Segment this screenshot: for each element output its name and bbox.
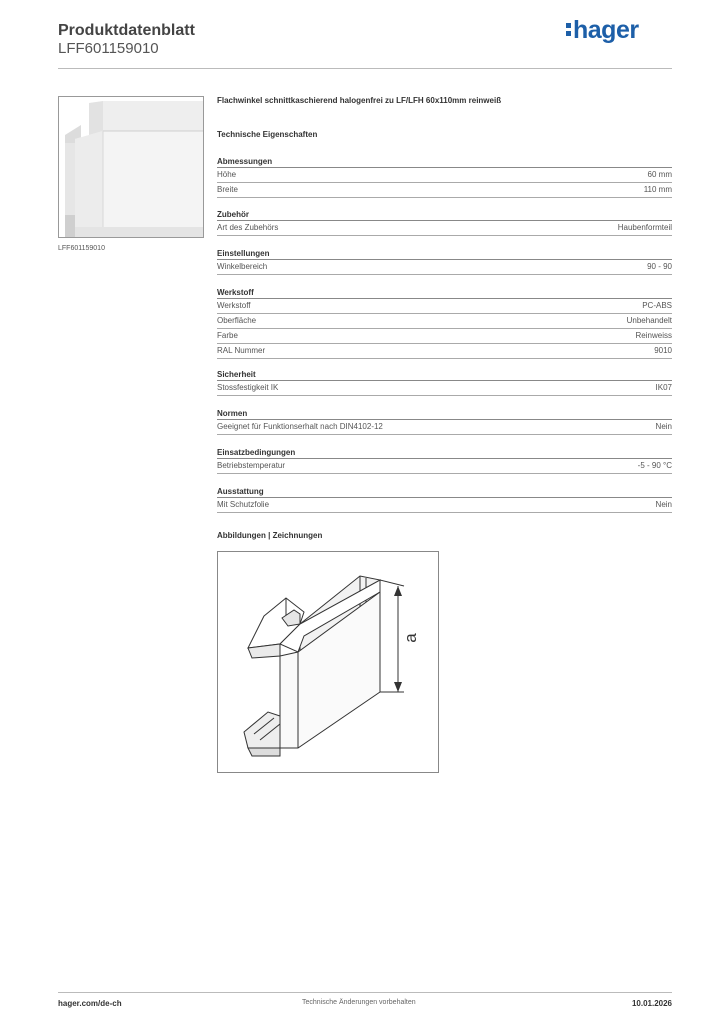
technical-drawing (217, 551, 439, 773)
brand-name: hager (573, 16, 639, 44)
spec-value: Reinweiss (635, 331, 672, 340)
spec-value: Haubenformteil (617, 223, 672, 232)
spec-label: Werkstoff (217, 301, 251, 310)
product-photo-image (59, 97, 203, 237)
footer-divider (58, 992, 672, 993)
product-description: Flachwinkel schnittkaschierend halogenfrei zu LF/LFH 60x110mm reinweiß (217, 96, 502, 105)
dimension-label: a (401, 633, 420, 643)
spec-value: PC-ABS (642, 301, 672, 310)
spec-section-normen (217, 407, 672, 435)
spec-row (217, 329, 672, 344)
spec-label: Stossfestigkeit IK (217, 383, 279, 392)
spec-value: IK07 (655, 383, 672, 392)
spec-row (217, 344, 672, 359)
section-title: Einstellungen (217, 247, 672, 260)
spec-row (217, 168, 672, 183)
spec-value: Nein (655, 500, 672, 509)
spec-label: Breite (217, 185, 238, 194)
section-title: Ausstattung (217, 485, 672, 498)
section-title: Zubehör (217, 208, 672, 221)
spec-value: Unbehandelt (626, 316, 672, 325)
spec-section-abmessungen (217, 155, 672, 198)
spec-value: 110 mm (643, 185, 672, 194)
spec-row (217, 381, 672, 396)
spec-label: Art des Zubehörs (217, 223, 279, 232)
spec-section-einstellungen (217, 247, 672, 275)
spec-label: Mit Schutzfolie (217, 500, 270, 509)
spec-label: Betriebstemperatur (217, 461, 286, 470)
page-title: Produktdatenblatt (58, 22, 195, 39)
hager-logo (566, 16, 639, 45)
footer-notice: Technische Änderungen vorbehalten (302, 999, 416, 1006)
spec-row (217, 420, 672, 435)
footer-website: hager.com/de-ch (58, 999, 122, 1008)
spec-section-ausstattung (217, 485, 672, 513)
section-title: Abmessungen (217, 155, 672, 168)
spec-value: 9010 (654, 346, 672, 355)
spec-label: Farbe (217, 331, 238, 340)
technical-drawing-image (218, 552, 438, 772)
spec-label: Winkelbereich (217, 262, 268, 271)
spec-value: Nein (655, 422, 672, 431)
section-title: Normen (217, 407, 672, 420)
spec-label: Höhe (217, 170, 237, 179)
photo-caption: LFF601159010 (58, 245, 105, 252)
article-number: LFF601159010 (58, 40, 159, 57)
spec-section-zubehoer (217, 208, 672, 236)
header-divider (58, 68, 672, 69)
spec-row (217, 183, 672, 198)
section-title: Sicherheit (217, 368, 672, 381)
section-title: Einsatzbedingungen (217, 446, 672, 459)
spec-row (217, 260, 672, 275)
spec-section-werkstoff (217, 286, 672, 359)
spec-label: Oberfläche (217, 316, 257, 325)
logo-dots-icon (566, 20, 571, 39)
spec-row (217, 498, 672, 513)
spec-section-einsatzbedingungen (217, 446, 672, 474)
spec-section-sicherheit (217, 368, 672, 396)
spec-row (217, 459, 672, 474)
drawings-heading: Abbildungen | Zeichnungen (217, 531, 323, 540)
spec-value: 60 mm (647, 170, 672, 179)
spec-label: RAL Nummer (217, 346, 266, 355)
spec-row (217, 314, 672, 329)
product-photo (58, 96, 204, 238)
section-title: Werkstoff (217, 286, 672, 299)
spec-label: Geeignet für Funktionserhalt nach DIN4102-12 (217, 422, 383, 431)
footer-date: 10.01.2026 (631, 999, 672, 1008)
spec-value: 90 - 90 (647, 262, 672, 271)
spec-row (217, 221, 672, 236)
specs-heading: Technische Eigenschaften (217, 130, 318, 139)
spec-value: -5 - 90 °C (637, 461, 672, 470)
spec-row (217, 299, 672, 314)
